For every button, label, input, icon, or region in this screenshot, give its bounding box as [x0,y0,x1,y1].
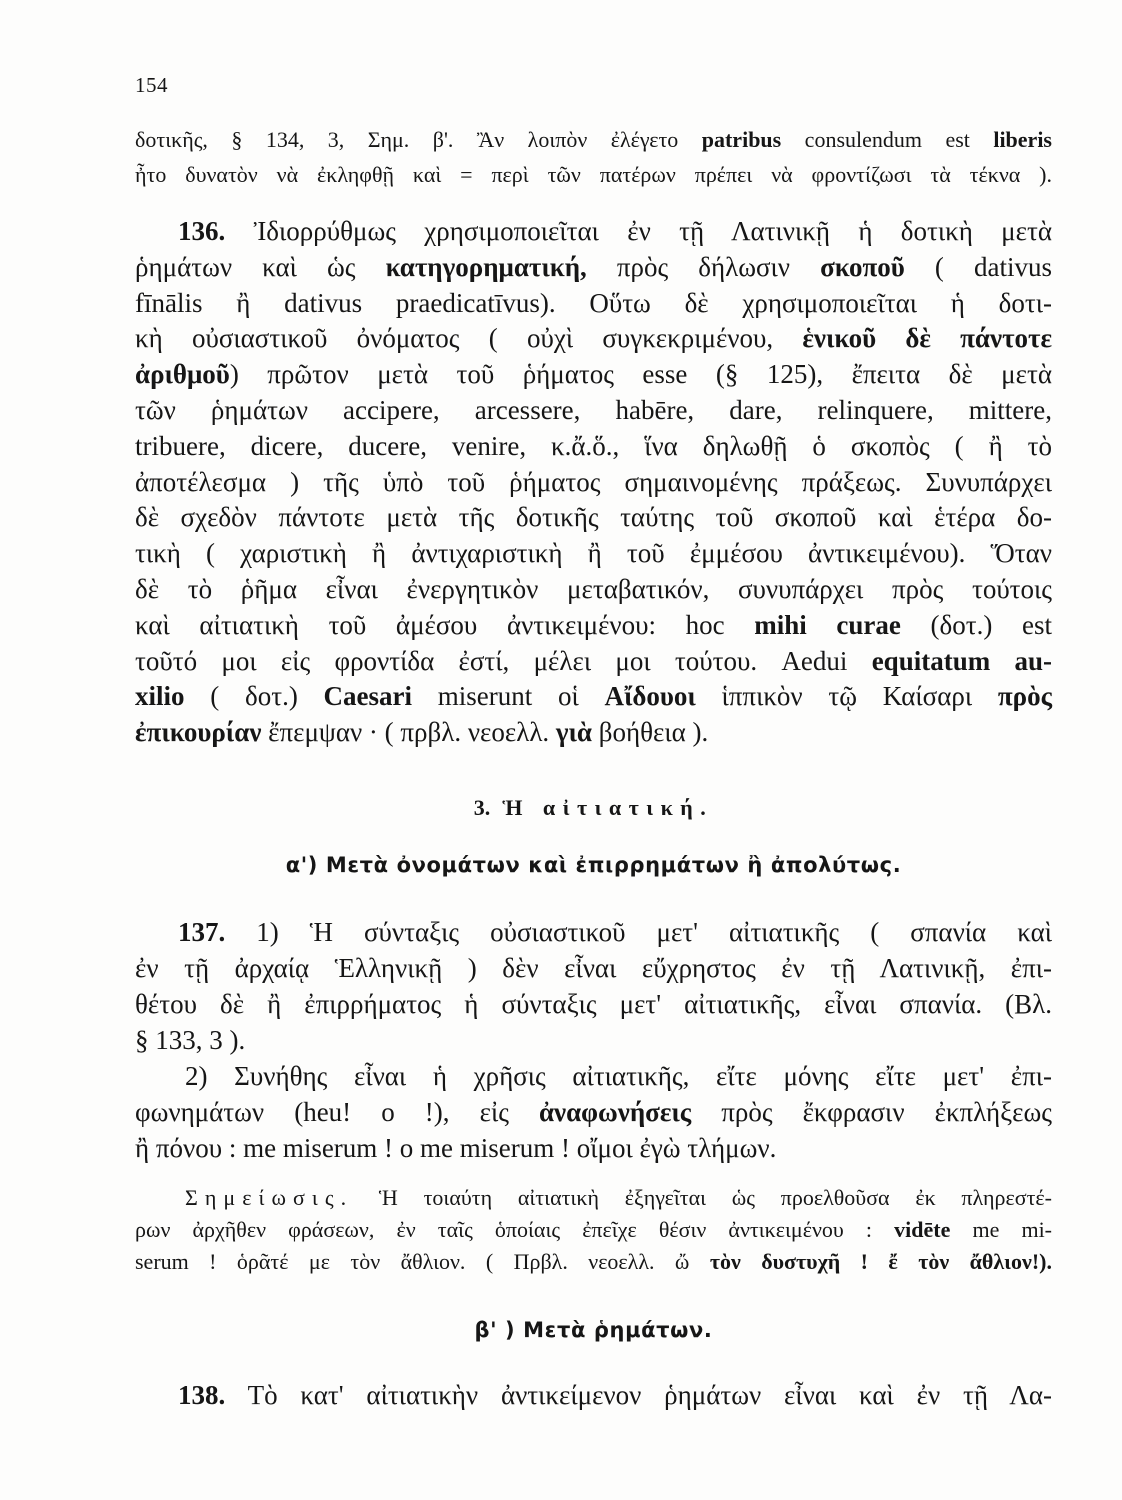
text-line [135,986,1052,1022]
note-paragraph [135,1182,1052,1278]
bold-term: γιὰ [555,717,592,748]
text-line [135,1094,1052,1130]
text-line [135,1214,1052,1246]
section-heading [135,790,1052,826]
bold-term: 137. [178,917,226,947]
text-run: πρὸς δήλωσιν [586,251,821,282]
text-run: 2) Συνήθης εἶναι ἡ χρῆσις αἰτιατικῆς, εἴτε μόνης εἴτε μετ' ἐπι- [185,1061,1052,1091]
text-run: θέτου δὲ ἢ ἐπιρρήματος ἡ σύνταξις μετ' αἰτιατικῆς, εἶναι σπανία. (Βλ. [135,989,1052,1019]
bold-term: ἐπικουρίαν [135,717,262,748]
text-run: φωνημάτων (heu! o !), εἰς [135,1097,539,1127]
text-run: tribuere, dicere, ducere, venire, κ.ἄ.ὅ., ἵνα δηλωθῇ ὁ σκοπὸς ( ἢ τὸ [135,430,1052,461]
text-run: ἐν τῇ ἀρχαίᾳ Ἑλληνικῇ ) δὲν εἶναι εὔχρηστος ἐν τῇ Λατινικῇ, ἐπι- [135,953,1052,983]
paragraph-137 [135,914,1052,1166]
bold-term: xilio [135,681,185,712]
bold-term: Caesari [323,681,413,712]
text-line [135,536,1052,572]
text-run: τῶν ῥημάτων accipere, arcessere, habēre, dare, relinquere, mittere, [135,394,1052,425]
note-label: Σημείωσις. [185,1185,354,1210]
text-line [135,608,1052,644]
bold-term: κατηγορηματική, [385,251,587,282]
bold-term: patribus [701,127,782,152]
subsection-heading-alpha: α') Μετὰ ὀνομάτων καὶ ἐπιρρημάτων ἢ ἀπολύτως. [285,853,902,877]
text-line [135,679,1052,715]
bold-term: πρὸς [997,681,1052,712]
text-run: ἔπεμψαν · ( πρβλ. νεοελλ. [261,717,556,748]
text-line [135,286,1052,322]
text-line [135,157,1052,192]
text-run: πρὸς ἔκφρασιν ἐκπλήξεως [691,1097,1052,1127]
text-run: miserunt οἱ [412,681,605,712]
paragraph-138 [135,1377,1052,1413]
text-run: ) πρῶτον μετὰ τοῦ ῥήματος esse (§ 125), ἔπειτα δὲ μετὰ [229,359,1052,390]
text-line [135,429,1052,465]
bold-term: 138. [178,1380,226,1410]
text-run: ( δοτ.) [184,681,324,712]
text-run: ἢ πόνου : me miserum ! o me miserum ! οἴμοι ἐγὼ τλήμων. [135,1133,777,1163]
text-line [135,1246,1052,1278]
text-line [135,214,1052,250]
bold-term: equitatum au- [871,645,1052,676]
bold-term: Αἴδουοι [604,681,696,712]
text-line [135,1377,1052,1413]
bold-term: 136. [178,216,226,246]
note-text [353,1185,1052,1210]
text-run: δὲ τὸ ῥῆμα εἶναι ἐνεργητικὸν μεταβατικόν, συνυπάρχει πρὸς τούτοις [135,573,1052,604]
subsection-heading-beta: β' ) Μετὰ ῥημάτων. [474,1318,713,1342]
text-line [135,644,1052,680]
section-title: Ἡ αἰτιατική. [502,795,714,820]
text-run: κὴ οὐσιαστικοῦ ὀνόματος ( οὐχὶ συγκεκριμένου, [135,323,803,354]
text-line [135,500,1052,536]
text-run: serum ! ὁρᾶτέ με τὸν ἄθλιον. ( Πρβλ. νεοελλ. ὤ [135,1249,710,1274]
text-line [135,1058,1052,1094]
text-run: § 133, 3 ). [135,1025,246,1055]
text-line [135,1182,1052,1214]
text-run: ( dativus [904,251,1052,282]
text-line [135,914,1052,950]
text-line [135,1130,1052,1166]
text-line [135,250,1052,286]
bold-term: ἀριθμοῦ [135,359,230,390]
bold-term: ἑνικοῦ δὲ πάντοτε [802,323,1052,354]
text-run: ἦτο δυνατὸν νὰ ἐκληφθῇ καὶ = περὶ τῶν πατέρων πρέπει νὰ φροντίζωσι τὰ τέκνα ). [135,162,1052,187]
text-line [135,715,1052,751]
text-run: Ἡ τοιαύτη αἰτιατικὴ ἐξηγεῖται ὡς προελθοῦσα ἐκ πληρεστέ- [353,1185,1052,1210]
section-number: 3. [473,795,491,820]
bold-term: σκοποῦ [820,251,905,282]
text-line [135,122,1052,157]
text-run: Ἰδιορρύθμως χρησιμοποιεῖται ἐν τῇ Λατινικῇ ἡ δοτικὴ μετὰ [225,216,1052,246]
text-run: ρων ἀρχῆθεν φράσεων, ἐν ταῖς ὁποίαις ἐπεῖχε θέσιν ἀντικειμένου : [135,1217,895,1242]
page-number: 154 [135,73,168,97]
text-run: βοήθεια ). [592,717,709,748]
text-run: δοτικῆς, § 134, 3, Σημ. β'. Ἂν λοιπὸν ἐλέγετο [135,127,702,152]
text-run: (δοτ.) est [900,609,1052,640]
text-line [135,465,1052,501]
continuation-paragraph [135,122,1052,192]
text-line [135,572,1052,608]
text-run: καὶ αἰτιατικὴ τοῦ ἀμέσου ἀντικειμένου: hoc [135,609,755,640]
text-run: ἀποτέλεσμα ) τῆς ὑπὸ τοῦ ῥήματος σημαινομένης πράξεως. Συνυπάρχει [135,466,1052,497]
text-line [135,357,1052,393]
paragraph-136 [135,214,1052,751]
text-run: ἱππικὸν τῷ Καίσαρι [695,681,998,712]
text-run: τικὴ ( χαριστικὴ ἢ ἀντιχαριστικὴ ἢ τοῦ ἐμμέσου ἀντικειμένου). Ὅταν [135,538,1052,569]
text-run: τοῦτό μοι εἰς φροντίδα ἐστί, μέλει μοι τούτου. Aedui [135,645,872,676]
bold-term: vidēte [894,1217,951,1242]
text-run: 1) Ἡ σύνταξις οὐσιαστικοῦ μετ' αἰτιατικῆς ( σπανία καὶ [225,917,1052,947]
bold-term: liberis [993,127,1052,152]
bold-term: mihi curae [754,609,901,640]
text-line [135,950,1052,986]
text-line [135,321,1052,357]
bold-term: τὸν δυστυχῆ ! ἔ τὸν ἄθλιον!). [709,1249,1052,1274]
text-run: fīnālis ἢ dativus praedicatīvus). Οὕτω δὲ χρησιμοποιεῖται ἡ δοτι- [135,287,1052,318]
bold-term: ἀναφωνήσεις [538,1097,692,1127]
text-run: ῥημάτων καὶ ὡς [135,251,386,282]
text-run: me mi- [950,1217,1053,1242]
text-run: δὲ σχεδὸν πάντοτε μετὰ τῆς δοτικῆς ταύτης τοῦ σκοποῦ καὶ ἑτέρα δο- [135,502,1052,533]
text-run: consulendum est [781,127,994,152]
text-line [135,1022,1052,1058]
text-run: Τὸ κατ' αἰτιατικὴν ἀντικείμενον ῥημάτων εἶναι καὶ ἐν τῇ Λα- [225,1380,1052,1410]
text-line [135,393,1052,429]
